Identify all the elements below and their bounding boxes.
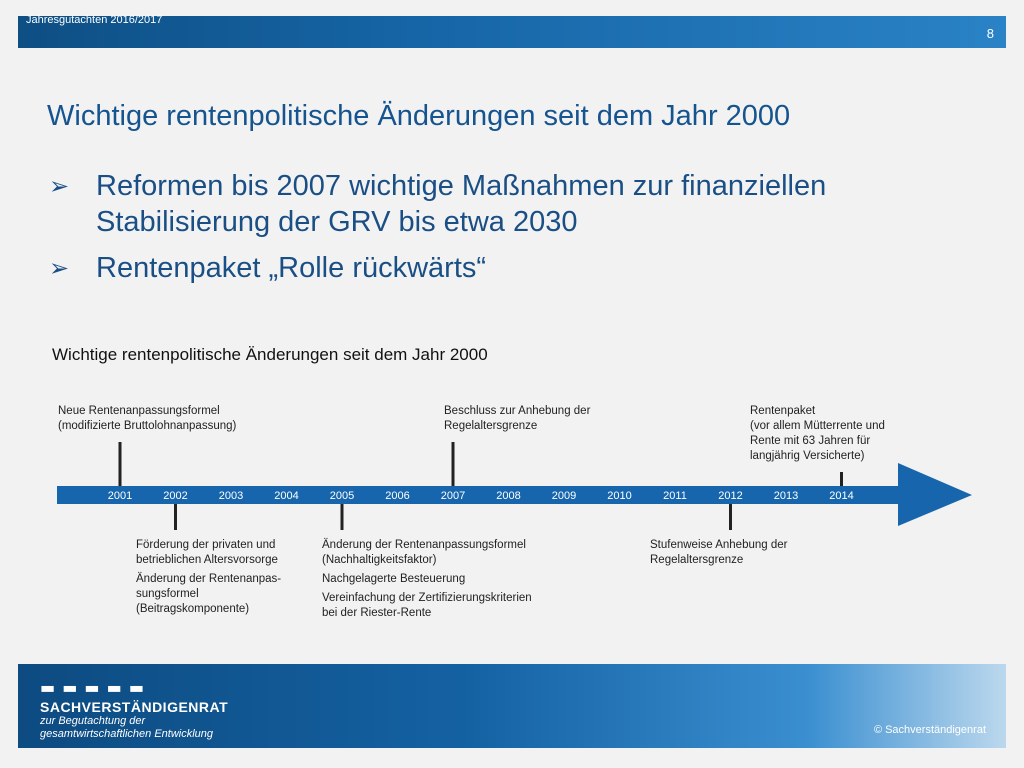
timeline-year-label: 2001	[107, 490, 133, 502]
slide-title: Wichtige rentenpolitische Änderungen seit dem Jahr 2000	[47, 100, 791, 132]
timeline-year-label: 2011	[663, 490, 687, 502]
timeline-year-label: 2004	[274, 490, 299, 502]
timeline-event-text: betrieblichen Altersvorsorge	[136, 554, 278, 566]
timeline-arrowhead	[898, 463, 972, 526]
timeline-year-label: 2003	[218, 490, 244, 502]
timeline-year-label: 2005	[329, 490, 355, 502]
bullet-text: Reformen bis 2007 wichtige Maßnahmen zur finanziellen	[96, 170, 827, 202]
timeline-event-text: (modifizierte Bruttolohnanpassung)	[58, 420, 237, 432]
logo	[40, 678, 228, 741]
timeline-event-text: bei der Riester-Rente	[322, 607, 432, 619]
timeline-event-text: Regelaltersgrenze	[444, 420, 538, 432]
timeline-year-label: 2007	[440, 490, 466, 502]
arrow-bullet-icon: ➢	[49, 172, 70, 200]
timeline-event-text: Rente mit 63 Jahren für	[750, 435, 871, 447]
bullet-text: Rentenpaket „Rolle rückwärts“	[96, 252, 487, 284]
timeline-event-text: Stufenweise Anhebung der	[650, 539, 788, 551]
timeline-event-text: Neue Rentenanpassungsformel	[58, 405, 220, 417]
timeline-year-label: 2006	[385, 490, 410, 502]
timeline-event-text: Förderung der privaten und	[136, 539, 276, 551]
timeline-event-text: Beschluss zur Anhebung der	[444, 405, 591, 417]
timeline-year-label: 2008	[496, 490, 521, 502]
timeline-event-note	[650, 538, 787, 568]
timeline-year-label: 2010	[607, 490, 632, 502]
logo-subtitle: zur Begutachtung der	[40, 715, 146, 727]
page-number: 8	[986, 26, 994, 41]
timeline-event-text: Nachgelagerte Besteuerung	[322, 573, 466, 585]
timeline-event-note	[136, 538, 281, 617]
bullet-text: Stabilisierung der GRV bis etwa 2030	[96, 206, 578, 238]
timeline-event-text: (Beitragskomponente)	[136, 603, 250, 615]
timeline-event-text: Änderung der Rentenanpassungsformel	[322, 539, 526, 551]
timeline-event-note	[58, 404, 236, 434]
timeline-year-label: 2002	[163, 490, 188, 502]
timeline-event-text: (vor allem Mütterrente und	[750, 420, 885, 432]
timeline-event-note	[750, 404, 885, 464]
diagram-title: Wichtige rentenpolitische Änderungen seit dem Jahr 2000	[52, 345, 488, 364]
timeline-event-text: sungsformel	[136, 588, 199, 600]
timeline-event-text: Regelaltersgrenze	[650, 554, 744, 566]
timeline-year-label: 2013	[773, 490, 799, 502]
header-label: Jahresgutachten 2016/2017	[26, 14, 163, 26]
timeline-year-label: 2014	[829, 490, 854, 502]
logo-subtitle: gesamtwirtschaftlichen Entwicklung	[40, 728, 214, 740]
timeline-event-text: Vereinfachung der Zertifizierungskriterien	[322, 592, 532, 604]
timeline-event-text: Änderung der Rentenanpas-	[136, 573, 282, 585]
logo-mark-icon: ▬ ▬ ▬ ▬ ▬	[40, 678, 145, 697]
copyright: © Sachverständigenrat	[873, 724, 986, 736]
footer-bar	[18, 664, 1006, 748]
timeline-year-label: 2009	[551, 490, 577, 502]
timeline-event-text: Rentenpaket	[750, 405, 816, 417]
timeline-event-text: langjährig Versicherte)	[750, 450, 865, 462]
timeline-event-note	[444, 404, 590, 434]
arrow-bullet-icon: ➢	[49, 254, 70, 282]
logo-name: SACHVERSTÄNDIGENRAT	[40, 699, 229, 715]
timeline-event-note	[322, 538, 532, 621]
timeline-event-text: (Nachhaltigkeitsfaktor)	[322, 554, 437, 566]
timeline-year-label: 2012	[718, 490, 743, 502]
